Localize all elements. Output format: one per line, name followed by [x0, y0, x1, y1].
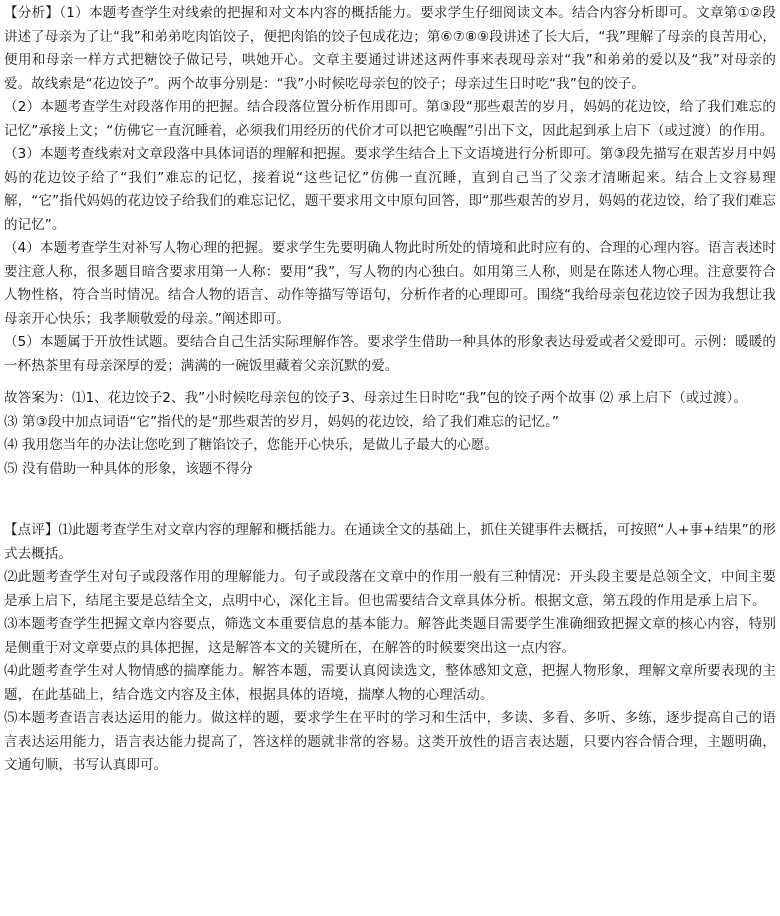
- analysis-section: [4, 2, 776, 378]
- comment-part-1: 【点评】⑴此题考查学生对文章内容的理解和概括能力。在通读全文的基础上，抓住关键事件去概括，可按照“人+事+结果”的形式去概括。: [4, 522, 776, 562]
- comment-section: [4, 519, 776, 778]
- answer-line-3: ⑷ 我用您当年的办法让您吃到了糖馅饺子，您能开心快乐，是做儿子最大的心愿。: [4, 437, 498, 453]
- analysis-part-5: （5）本题属于开放性试题。要结合自己生活实际理解作答。要求学生借助一种具体的形象表达母爱或者父爱即可。示例：暖暖的一杯热茶里有母亲深厚的爱；满满的一碗饭里藏着父亲沉默的爱。: [4, 334, 776, 374]
- analysis-part-4: （4）本题考查学生对补写人物心理的把握。要求学生先要明确人物此时所处的情境和此时应有的、合理的心理内容。语言表述时要注意人称，很多题目暗含要求用第一人称：要用“我”，写人物的内心独白。如用第三人称，则是在陈述人物心理。注意要符合人物性格，符合当时情况。结合人物的语言、动作等描写等语句，分析作者的心理即可。围绕“我给母亲包花边饺子因为我想让我母亲开心快乐；我孝顺敬爱的母亲。”阐述即可。: [4, 240, 776, 327]
- comment-part-5: ⑸本题考查语言表达运用的能力。做这样的题，要求学生在平时的学习和生活中，多读、多看、多听、多练，逐步提高自己的语言表达运用能力，语言表达能力提高了，答这样的题就非常的容易。这类开放性的语言表达题，只要内容合情合理，主题明确，文通句顺，书写认真即可。: [4, 710, 776, 773]
- comment-part-4: ⑷此题考查学生对人物情感的揣摩能力。解答本题，需要认真阅读选文，整体感知文意，把握人物形象，理解文章所要表现的主题，在此基础上，结合选文内容及主体，根据具体的语境，揣摩人物的心理活动。: [4, 663, 776, 703]
- answer-line-4: ⑸ 没有借助一种具体的形象，该题不得分: [4, 460, 254, 477]
- answer-section: [4, 387, 776, 481]
- analysis-part-2: （2）本题考查学生对段落作用的把握。结合段落位置分析作用即可。第③段“那些艰苦的岁月，妈妈的花边饺，给了我们难忘的记忆”承接上文；“仿佛它一直沉睡着，必须我们用经历的代价才可以把它唤醒”引出下文，因此起到承上启下（或过渡）的作用。: [4, 99, 776, 139]
- answer-line-1: 故答案为：⑴1、花边饺子2、我”小时候吃母亲包的饺子3、母亲过生日时吃“我”包的饺子两个故事 ⑵ 承上启下（或过渡）。: [4, 390, 747, 406]
- spacer: [4, 378, 776, 387]
- answer-line-2: ⑶ 第③段中加点词语“它”指代的是“那些艰苦的岁月，妈妈的花边饺，给了我们难忘的记忆。”: [4, 413, 560, 430]
- comment-part-2: ⑵此题考查学生对句子或段落作用的理解能力。句子或段落在文章中的作用一般有三种情况：开头段主要是总领全文，中间主要是承上启下，结尾主要是总结全文，点明中心，深化主旨。但也需要结合文章具体分析。根据文意，第五段的作用是承上启下。: [4, 569, 776, 609]
- analysis-part-3: （3）本题考查线索对文章段落中具体词语的理解和把握。要求学生结合上下文语境进行分析即可。第③段先描写在艰苦岁月中妈妈的花边饺子给了“我们”难忘的记忆，接着说“这些记忆”仿佛一直沉睡，直到自己当了父亲才清晰起来。结合上文容易理解，“它”指代妈妈的花边饺子给我们的难忘记忆，题干要求用文中原句回答，即“那些艰苦的岁月，妈妈的花边饺，给了我们难忘的记忆”。: [4, 146, 776, 233]
- comment-part-3: ⑶本题考查学生把握文章内容要点，筛选文本重要信息的基本能力。解答此类题目需要学生准确细致把握文章的核心内容，特别是侧重于对文章要点的具体把握，这是解答本文的关键所在，在解答的时候要突出这一点内容。: [4, 616, 776, 656]
- spacer: [4, 481, 776, 519]
- analysis-part-1: 【分析】（1）本题考查学生对线索的把握和对文本内容的概括能力。要求学生仔细阅读文本。结合内容分析即可。文章第①②段讲述了母亲为了让“我”和弟弟吃肉馅饺子，便把肉馅的饺子包成花边；第⑥⑦⑧⑨段讲述了长大后，“我”理解了母亲的良苦用心，便用和母亲一样方式把糖饺子做记号，哄她开心。文章主要通过讲述这两件事来表现母亲对“我”和弟弟的爱以及“我”对母亲的爱。故线索是“花边饺子”。两个故事分别是：“我”小时候吃母亲包的饺子；母亲过生日时吃“我”包的饺子。: [4, 5, 776, 92]
